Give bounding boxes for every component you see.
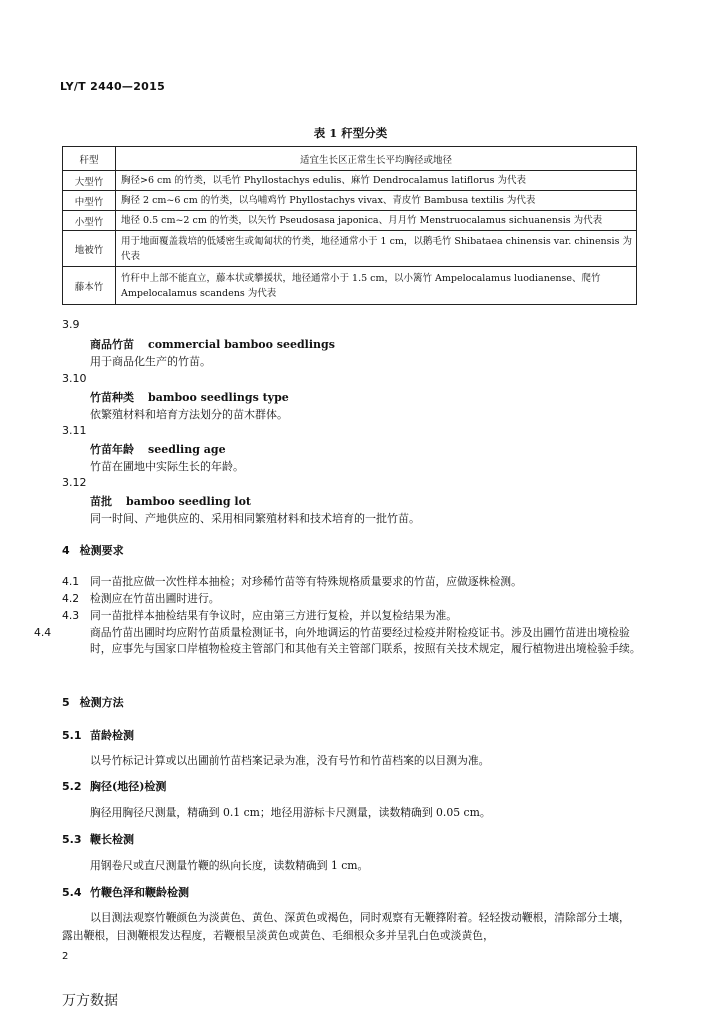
table-row	[63, 211, 637, 231]
row-type-name: 小型竹	[63, 211, 116, 231]
table-row	[63, 267, 637, 305]
term-heading	[90, 493, 251, 509]
table-header-type: 秆型	[63, 147, 116, 171]
requirement-item: 4.3 同一苗批样本抽检结果有争议时，应由第三方进行复检，并以复检结果为准。	[62, 609, 458, 622]
row-type-name: 中型竹	[63, 191, 116, 211]
table-row	[63, 171, 637, 191]
term-chinese: 苗批	[90, 495, 112, 508]
section-4-heading: 4 检测要求	[62, 544, 124, 557]
subsection-heading: 5.1 苗龄检测	[62, 729, 134, 742]
subsection-text: 以号竹标记计算或以出圃前竹苗档案记录为准，没有号竹和竹苗档案的以目测为准。	[90, 754, 490, 767]
row-description: 胸径>6 cm 的竹类，以毛竹 Phyllostachys edulis、麻竹 Dendrocalamus latiflorus 为代表	[116, 171, 637, 191]
standard-code: LY/T 2440—2015	[60, 80, 166, 93]
row-type-name: 藤本竹	[63, 267, 116, 305]
term-definition: 同一时间、产地供应的、采用相同繁殖材料和技术培育的一批竹苗。	[90, 512, 420, 525]
term-heading	[90, 389, 289, 405]
term-english: commercial bamboo seedlings	[148, 338, 335, 351]
subsection-text: 胸径用胸径尺测量，精确到 0.1 cm；地径用游标卡尺测量，读数精确到 0.05 cm。	[90, 806, 491, 819]
table-header-diameter: 适宜生长区正常生长平均胸径或地径	[116, 147, 637, 171]
subsection-heading: 5.3 鞭长检测	[62, 833, 134, 846]
page-number: 2	[62, 951, 69, 962]
row-type-name: 地被竹	[63, 231, 116, 267]
term-chinese: 竹苗年龄	[90, 443, 134, 456]
row-description: 用于地面覆盖栽培的低矮密生或匍匐状的竹类，地径通常小于 1 cm，以鹅毛竹 Shibataea chinensis var. chinensis 为代表	[116, 231, 637, 267]
term-english: seedling age	[148, 443, 226, 456]
term-english: bamboo seedling lot	[126, 495, 252, 508]
subsection-heading: 5.4 竹鞭色泽和鞭龄检测	[62, 886, 189, 899]
term-number: 3.9	[62, 318, 80, 331]
term-definition: 竹苗在圃地中实际生长的年龄。	[90, 460, 244, 473]
term-heading	[90, 336, 335, 352]
section-5-heading: 5 检测方法	[62, 696, 124, 709]
term-english: bamboo seedlings type	[148, 391, 289, 404]
row-type-name: 大型竹	[63, 171, 116, 191]
watermark: 万方数据	[62, 993, 118, 1009]
term-chinese: 商品竹苗	[90, 338, 134, 351]
requirement-item: 4.2 检测应在竹苗出圃时进行。	[62, 592, 220, 605]
culm-type-table	[62, 146, 637, 305]
term-chinese: 竹苗种类	[90, 391, 134, 404]
term-number: 3.11	[62, 424, 87, 437]
term-heading	[90, 441, 226, 457]
subsection-heading: 5.2 胸径(地径)检测	[62, 780, 167, 793]
row-description: 胸径 2 cm~6 cm 的竹类，以乌哺鸡竹 Phyllostachys vivax、青皮竹 Bambusa textilis 为代表	[116, 191, 637, 211]
row-description: 地径 0.5 cm~2 cm 的竹类，以矢竹 Pseudosasa japonica、月月竹 Menstruocalamus sichuanensis 为代表	[116, 211, 637, 231]
subsection-text: 用钢卷尺或直尺测量竹鞭的纵向长度，读数精确到 1 cm。	[90, 859, 369, 872]
term-number: 3.12	[62, 476, 87, 489]
table-row	[63, 231, 637, 267]
table-caption: 表 1 秆型分类	[313, 126, 388, 140]
term-number: 3.10	[62, 372, 87, 385]
table-row	[63, 191, 637, 211]
requirement-item: 4.1 同一苗批应做一次性样本抽检；对珍稀竹苗等有特殊规格质量要求的竹苗，应做逐株检测。	[62, 575, 522, 588]
term-definition: 用于商品化生产的竹苗。	[90, 355, 211, 368]
subsection-text: 以目测法观察竹鞭颜色为淡黄色、黄色、深黄色或褐色，同时观察有无鞭箨附着。轻轻拨动鞭根，清除部分土壤，露出鞭根，目测鞭根发达程度，若鞭根呈淡黄色或黄色、毛细根众多并呈乳白色或淡黄色，	[62, 911, 630, 942]
requirement-item: 4.4 商品竹苗出圃时均应附竹苗质量检测证书，向外地调运的竹苗要经过检疫并附检疫证书。涉及出圃竹苗进出境检验时，应事先与国家口岸植物检疫主管部门和其他有关主管部门联系，按照有关技术规定，履行植物进出境检验手续。	[34, 626, 641, 655]
row-description: 竹秆中上部不能直立，藤本状或攀援状，地径通常小于 1.5 cm，以小篱竹 Ampelocalamus luodianense、爬竹 Ampelocalamus scandens 为代表	[116, 267, 637, 305]
term-definition: 依繁殖材料和培育方法划分的苗木群体。	[90, 408, 288, 421]
